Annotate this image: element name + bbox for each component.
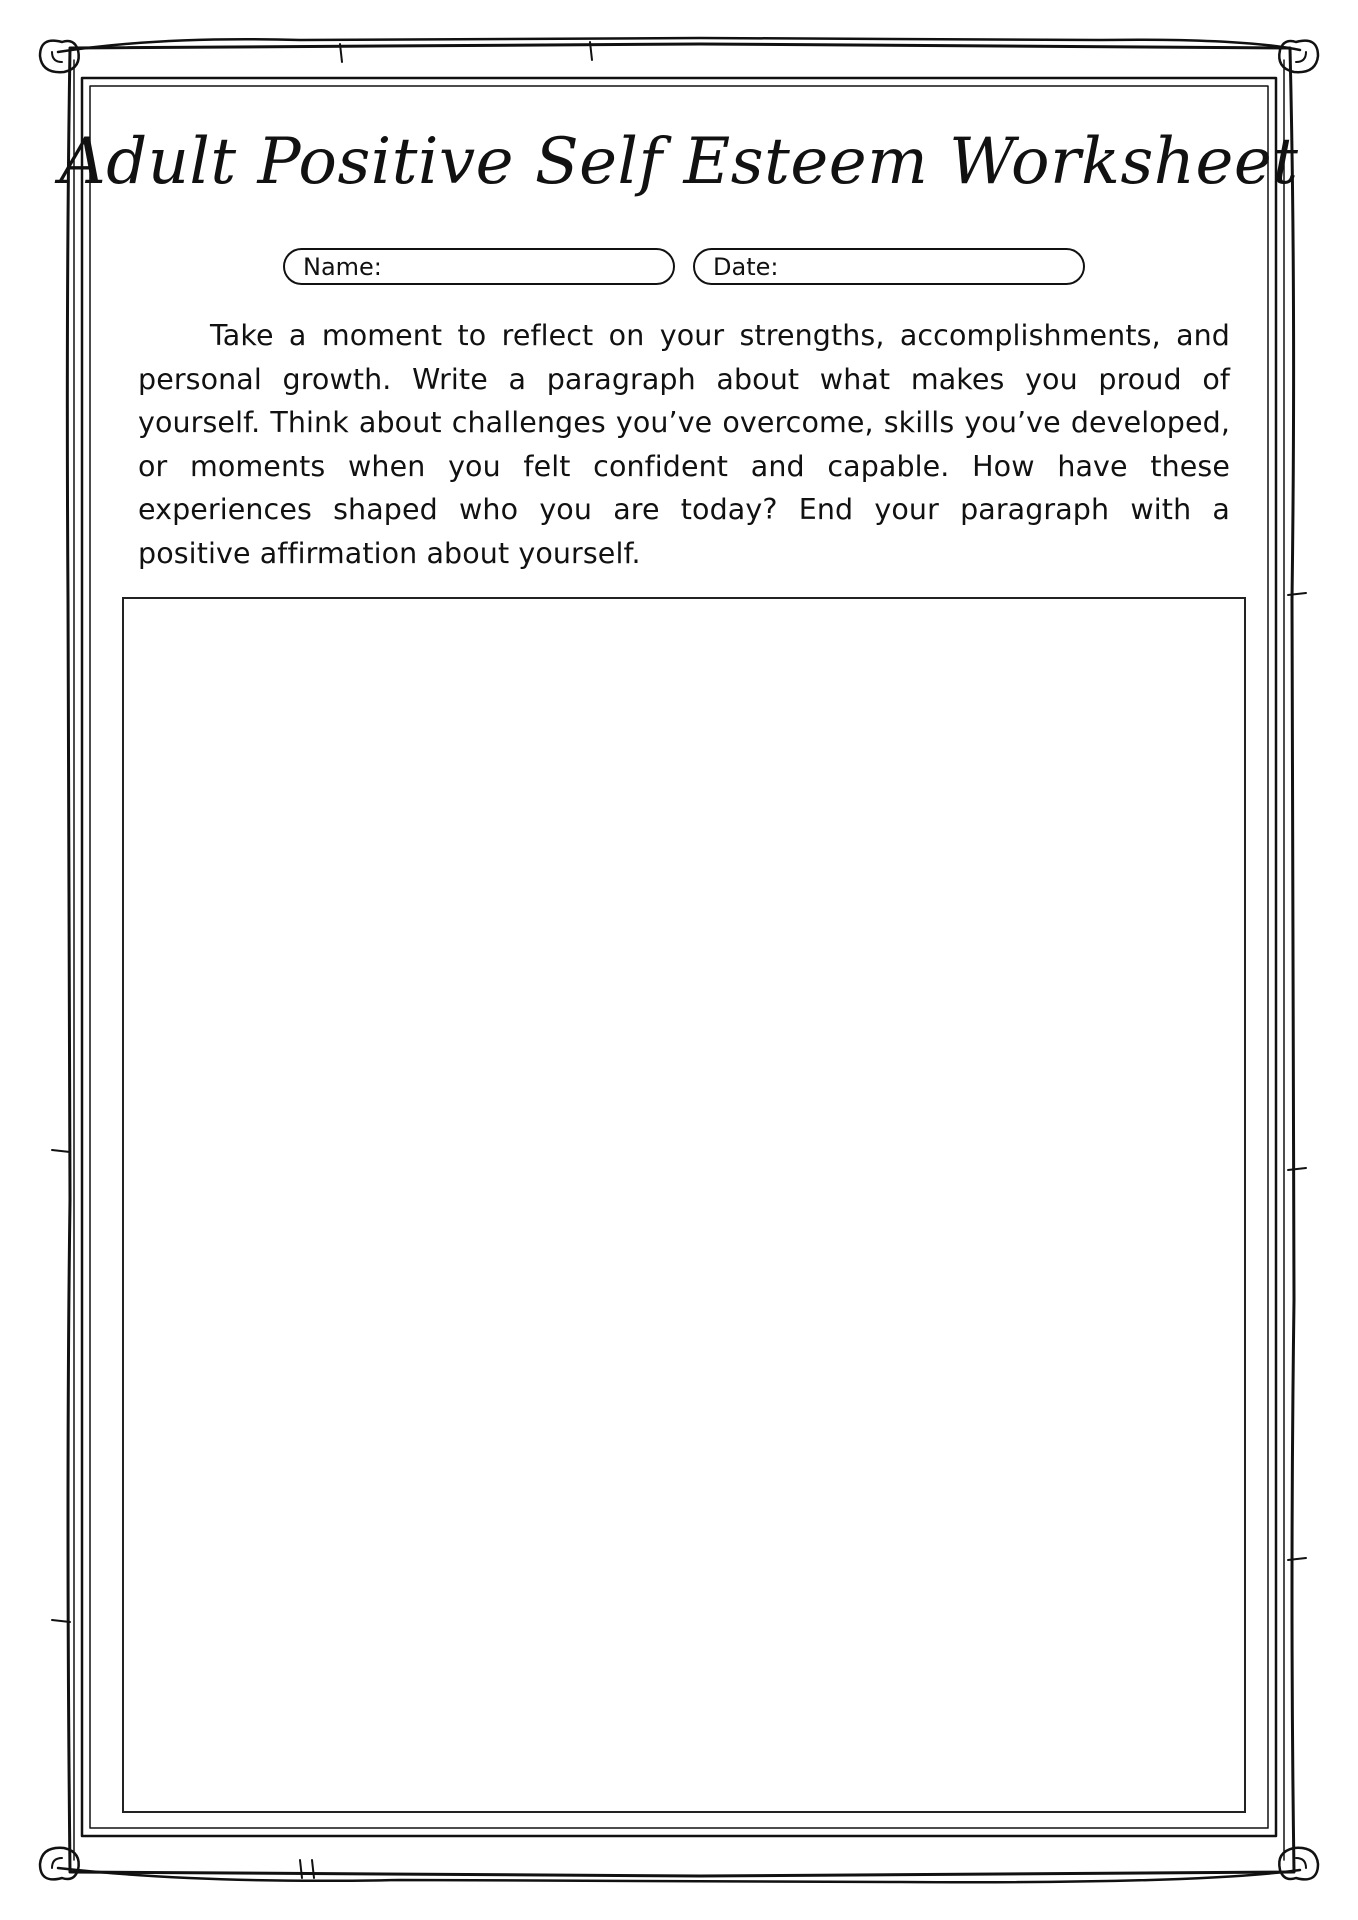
name-label: Name:: [303, 253, 382, 281]
date-label: Date:: [713, 253, 779, 281]
worksheet-title: Adult Positive Self Esteem Worksheet: [59, 125, 1299, 199]
answer-writing-box[interactable]: [122, 597, 1246, 1813]
date-field[interactable]: [693, 248, 1085, 285]
instructions-paragraph: Take a moment to reflect on your strengths, accomplishments, and personal growth. Write a paragraph about what makes you proud of yourself. Think about challenges you’ve overcome, skills you’ve developed, or moments when you felt confident and capable. How have these experiences shaped who you are today? End your paragraph with a positive affirmation about yourself.: [138, 319, 1230, 570]
name-field[interactable]: [283, 248, 675, 285]
